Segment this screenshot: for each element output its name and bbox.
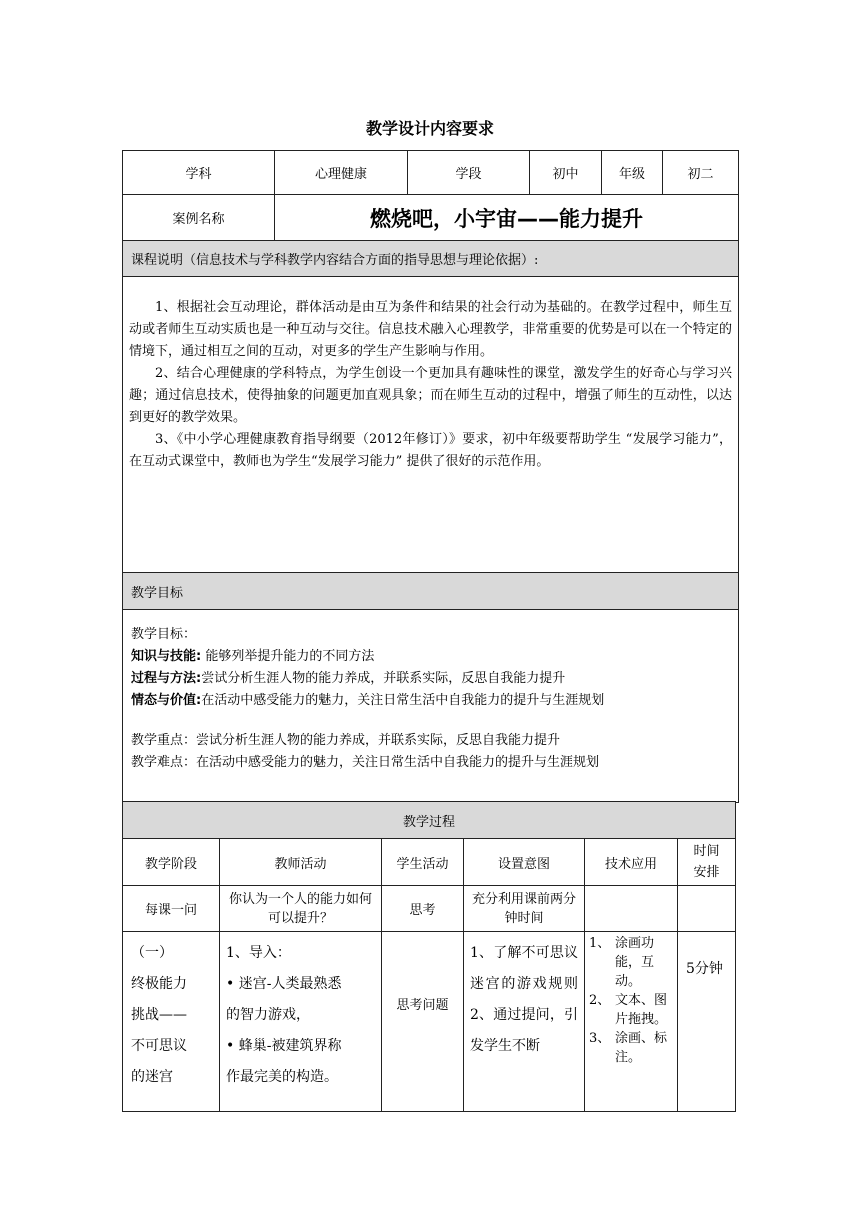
course-desc-paragraph: 3、《中小学心理健康教育指导纲要（2012年修订）》要求，初中年级要帮助学生 “发展学习能力”，在互动式课堂中，教师也为学生“发展学习能力” 提供了很好的示范作用。 [129,432,732,469]
goal-text: 在活动中感受能力的魅力，关注日常生活中自我能力的提升与生涯规划 [201,693,605,708]
table-cell-time: 5分钟 [678,932,736,1112]
tech-item: 3、 涂画、标注。 [589,1031,668,1065]
goals-body [123,610,739,803]
subject-label: 学科 [123,151,275,195]
key-point: 教学重点：尝试分析生涯人物的能力养成，并联系实际，反思自我能力提升 [131,733,561,748]
table-cell-teacher: 1、导入： • 迷宫-人类最熟悉 的智力游戏， • 蜂巢-被建筑界称 作最完美的构造。 [220,932,382,1112]
table-cell-time [678,886,736,932]
table-cell-teacher: 你认为一个人的能力如何可以提升？ [220,886,382,932]
course-desc-paragraph: 1、根据社会互动理论，群体活动是由互为条件和结果的社会行动为基础的。在教学过程中，师生互动或者师生互动实质也是一种互动与交往。信息技术融入心理教学，非常重要的优势是可以在一个特定的情境下，通过相互之间的互动，对更多的学生产生影响与作用。 [129,300,732,359]
table-cell-student: 思考问题 [382,932,464,1112]
table-cell-student: 思考 [382,886,464,932]
col-header-teacher: 教师活动 [220,839,382,886]
grade-value: 初二 [663,151,739,195]
table-cell-intent: 1、了解不可思议迷宫的游戏规则 2、通过提问，引发学生不断 [464,932,585,1112]
subject-value: 心理健康 [275,151,408,195]
goal-text: 尝试分析生涯人物的能力养成，并联系实际，反思自我能力提升 [201,671,566,686]
lesson-info-table [122,150,739,803]
process-table [122,801,736,1112]
goal-item [131,690,730,712]
table-cell-stage: （一） 终极能力 挑战—— 不可思议 的迷宫 [123,932,220,1112]
goal-item [131,646,730,668]
page-title: 教学设计内容要求 [365,119,494,138]
goal-label: 过程与方法: [131,671,202,686]
col-header-time: 时间 安排 [678,839,736,886]
goal-item [131,668,730,690]
col-header-intent: 设置意图 [464,839,585,886]
stage-label: 学段 [408,151,530,195]
difficulty-point: 教学难点：在活动中感受能力的魅力，关注日常生活中自我能力的提升与生涯规划 [131,755,600,770]
grade-label: 年级 [602,151,663,195]
stage-value: 初中 [530,151,602,195]
goals-header: 教学目标 [123,573,739,610]
goal-label: 情态与价值: [131,693,202,708]
goal-label: 知识与技能: [131,649,202,664]
course-desc-header: 课程说明（信息技术与学科教学内容结合方面的指导思想与理论依据）: [123,241,739,277]
col-header-student: 学生活动 [382,839,464,886]
goals-intro: 教学目标： [131,627,197,642]
col-header-stage: 教学阶段 [123,839,220,886]
process-header: 教学过程 [123,802,736,839]
table-cell-stage: 每课一问 [123,886,220,932]
course-desc-paragraph: 2、结合心理健康的学科特点，为学生创设一个更加具有趣味性的课堂，激发学生的好奇心与学习兴趣；通过信息技术，使得抽象的问题更加直观具象；而在师生互动的过程中，增强了师生的互动性，以达到更好的教学效果。 [129,366,732,425]
case-name-label: 案例名称 [123,195,275,241]
goal-text: 能够列举提升能力的不同方法 [205,649,375,664]
table-cell-tech [585,886,678,932]
table-cell-intent: 充分利用课前两分钟时间 [464,886,585,932]
tech-item: 1、 涂画功能，互动。 [589,936,655,989]
col-header-tech: 技术应用 [585,839,678,886]
table-cell-tech [585,932,678,1112]
case-name-value: 燃烧吧，小宇宙——能力提升 [275,195,739,241]
tech-item: 2、 文本、图片拖拽。 [589,993,668,1027]
course-desc-body [123,277,739,573]
